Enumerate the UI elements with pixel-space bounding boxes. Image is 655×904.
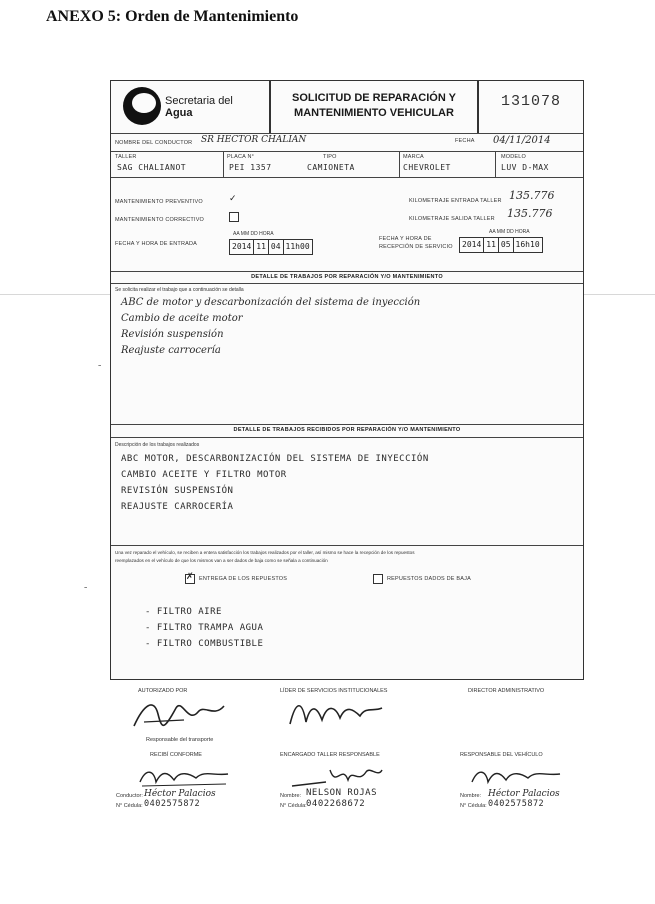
recepcion-text-1: Una vez reparado el vehículo, se reciben a entera satisfacción los trabajos realizados por el taller, así mismo se hace la recepción de los repuestos [115, 550, 415, 555]
detalle-line: ABC de motor y descarbonización del sistema de inyección [121, 297, 421, 308]
responsable-signature [466, 764, 566, 792]
marca-value: CHEVROLET [403, 163, 451, 172]
conductor-label: NOMBRE DEL CONDUCTOR [115, 140, 193, 146]
detalle-line: Reajuste carrocería [121, 345, 221, 356]
baja-label: REPUESTOS DADOS DE BAJA [387, 576, 471, 582]
km-salida-label: KILOMETRAJE SALIDA TALLER [409, 216, 495, 222]
entrega-check-mark: ✗ [186, 571, 194, 581]
nombre-label: Nombre: [460, 793, 482, 799]
km-entrada-label: KILOMETRAJE ENTRADA TALLER [409, 198, 502, 204]
encargado-label: ENCARGADO TALLER RESPONSABLE [280, 752, 380, 758]
header-divider [477, 81, 479, 133]
recibidos-line: REVISIÓN SUSPENSIÓN [121, 486, 234, 496]
recibidos-line: ABC MOTOR, DESCARBONIZACIÓN DEL SISTEMA DE INYECCIÓN [121, 454, 429, 464]
entrada-month: 11 [254, 240, 269, 254]
placa-value: PEI 1357 [229, 163, 272, 172]
rule [111, 545, 583, 546]
responsable-name: Héctor Palacios [488, 789, 560, 799]
responsable-vehiculo-label: RESPONSABLE DEL VEHÍCULO [460, 752, 543, 758]
form-title [279, 91, 469, 121]
placa-label: PLACA N° [227, 154, 255, 160]
recepcion-grid-headers: AA MM DD HORA [489, 229, 530, 235]
baja-checkbox[interactable] [373, 574, 383, 584]
repuesto-item: - FILTRO AIRE [145, 607, 222, 617]
repuesto-item: - FILTRO COMBUSTIBLE [145, 639, 264, 649]
modelo-value: LUV D-MAX [501, 163, 549, 172]
logo-icon [123, 87, 161, 125]
detalle-line: Cambio de aceite motor [121, 313, 243, 324]
rule [111, 133, 583, 134]
lider-signature [282, 694, 392, 734]
recepcion-day: 05 [499, 238, 514, 252]
cedula-label: N° Cédula: [460, 803, 487, 809]
rule [111, 424, 583, 425]
form-title-line1: SOLICITUD DE REPARACIÓN Y [292, 92, 456, 104]
fecha-label: FECHA [455, 138, 475, 144]
cedula-label: N° Cédula: [116, 803, 143, 809]
recibi-label: RECIBÍ CONFORME [150, 752, 202, 758]
recepcion-hour: 16h10 [515, 240, 540, 249]
taller-label: TALLER [115, 154, 137, 160]
conductor-value: SR HECTOR CHALIAN [201, 135, 307, 145]
marca-label: MARCA [403, 154, 424, 160]
detalle-line: Revisión suspensión [121, 329, 224, 340]
nombre-label: Nombre: [280, 793, 302, 799]
logo-line2: Agua [165, 107, 193, 119]
cedula-value: 0402575872 [144, 799, 201, 809]
preventivo-label: MANTENIMIENTO PREVENTIVO [115, 199, 203, 205]
tipo-label: TIPO [323, 154, 337, 160]
responsable-transporte-label: Responsable del transporte [146, 737, 214, 743]
recepcion-label-2: RECEPCIÓN DE SERVICIO [379, 244, 453, 250]
rule [111, 271, 583, 272]
detalle-intro: Se solicita realizar el trabajo que a continuación se detalla [115, 287, 244, 293]
repuesto-item: - FILTRO TRAMPA AGUA [145, 623, 264, 633]
margin-mark: - [98, 360, 102, 371]
km-entrada-value: 135.776 [509, 189, 555, 202]
logo-line1: Secretaria del [165, 95, 233, 107]
recepcion-label-1: FECHA Y HORA DE [379, 236, 432, 242]
correctivo-label: MANTENIMIENTO CORRECTIVO [115, 217, 205, 223]
entrada-date-grid [229, 239, 313, 255]
entrada-label: FECHA Y HORA DE ENTRADA [115, 241, 198, 247]
recepcion-date-grid [459, 237, 543, 253]
signature-area [110, 680, 584, 840]
rule [111, 151, 583, 152]
detalle-title: DETALLE DE TRABAJOS POR REPARACIÓN Y/O MANTENIMIENTO [251, 274, 443, 280]
modelo-label: MODELO [501, 154, 527, 160]
rule [111, 177, 583, 178]
recibidos-line: CAMBIO ACEITE Y FILTRO MOTOR [121, 470, 287, 480]
rule [111, 437, 583, 438]
margin-mark: - [84, 582, 88, 593]
km-salida-value: 135.776 [507, 207, 553, 220]
folio-number: 131078 [500, 93, 561, 110]
responsable-cedula: 0402575872 [488, 799, 545, 809]
encargado-name: NELSON ROJAS [306, 788, 378, 798]
recibidos-line: REAJUSTE CARROCERÍA [121, 502, 234, 512]
correctivo-checkbox[interactable] [229, 212, 239, 222]
maintenance-form [110, 80, 584, 680]
recepcion-month: 11 [484, 238, 499, 252]
tipo-value: CAMIONETA [307, 163, 355, 172]
cell-divider [223, 151, 224, 177]
entrada-hour: 11h00 [285, 242, 310, 251]
cell-divider [399, 151, 400, 177]
autorizado-label: AUTORIZADO POR [138, 688, 188, 694]
autorizado-signature [124, 694, 234, 736]
entrada-grid-headers: AA MM DD HORA [233, 231, 274, 237]
entrada-day: 04 [269, 240, 284, 254]
cedula-label: N° Cédula: [280, 803, 307, 809]
secretaria-logo [123, 87, 258, 125]
entrada-year: 2014 [230, 240, 254, 254]
cell-divider [495, 151, 496, 177]
recibidos-intro: Descripción de los trabajos realizados [115, 442, 200, 448]
header-divider [269, 81, 271, 133]
conductor-sign-label: Conductor: [116, 793, 143, 799]
recibidos-title: DETALLE DE TRABAJOS RECIBIDOS POR REPARACIÓN Y/O MANTENIMIENTO [233, 427, 461, 433]
lider-label: LÍDER DE SERVICIOS INSTITUCIONALES [280, 688, 388, 694]
form-title-line2: MANTENIMIENTO VEHICULAR [294, 107, 454, 119]
taller-value: SAG CHALIANOT [117, 163, 187, 172]
encargado-cedula: 0402268672 [306, 799, 366, 809]
rule [111, 283, 583, 284]
entrega-label: ENTREGA DE LOS REPUESTOS [199, 576, 288, 582]
preventivo-check[interactable]: ✓ [229, 193, 237, 203]
director-label: DIRECTOR ADMINISTRATIVO [468, 688, 545, 694]
fecha-value: 04/11/2014 [493, 135, 551, 146]
recibi-signature [134, 764, 234, 792]
annex-heading: ANEXO 5: Orden de Mantenimiento [46, 8, 299, 25]
conductor-sign-name: Héctor Palacios [144, 789, 216, 799]
recepcion-text-2: reemplazados en el vehículo de que los mismos van a ser dados de baja como se señala a continuación [115, 558, 328, 563]
recepcion-year: 2014 [460, 238, 484, 252]
